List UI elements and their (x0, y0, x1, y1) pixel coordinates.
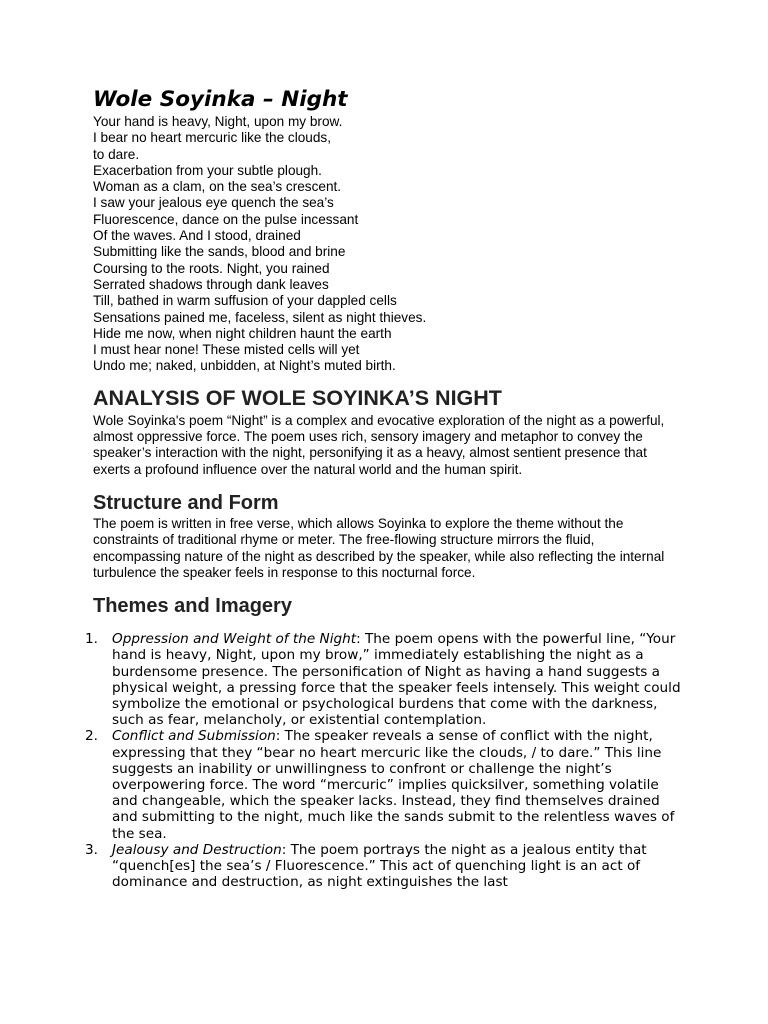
list-item (85, 728, 683, 842)
themes-list (85, 631, 683, 891)
poem-text (93, 114, 683, 375)
poem-line: Undo me; naked, unbidden, at Night’s muted birth. (93, 358, 396, 374)
poem-line: I bear no heart mercuric like the clouds, (93, 130, 332, 146)
list-item (85, 631, 683, 729)
list-number: 3. (85, 841, 98, 858)
poem-line: Serrated shadows through dank leaves (93, 276, 329, 292)
list-item-title: Oppression and Weight of the Night (112, 631, 357, 648)
poem-title: Wole Soyinka – Night (93, 87, 348, 112)
poem-line: Hide me now, when night children haunt the earth (93, 325, 392, 341)
poem-line: Till, bathed in warm suffusion of your dappled cells (93, 293, 397, 309)
poem-line: I saw your jealous eye quench the sea’s (93, 195, 334, 211)
structure-heading: Structure and Form (93, 491, 279, 514)
list-item (85, 841, 683, 891)
poem-line: Submitting like the sands, blood and brine (93, 244, 346, 260)
poem-line: Coursing to the roots. Night, you rained (93, 260, 330, 276)
poem-line: Your hand is heavy, Night, upon my brow. (93, 114, 343, 129)
list-item-text: : The poem portrays the night as a jealous entity that “quench[es] the sea’s / Fluorescence.” This act of quenching light is an act of dominance and destruction, as night extinguishes the last (112, 841, 647, 891)
poem-line: Of the waves. And I stood, drained (93, 228, 301, 244)
themes-heading: Themes and Imagery (93, 595, 292, 618)
structure-body: The poem is written in free verse, which allows Soyinka to explore the theme without the constraints of traditional rhyme or meter. The free-flowing structure mirrors the fluid, encompassing nature of the night as described by the speaker, while also reflecting the internal turbulence the speaker feels in response to this nocturnal force. (93, 515, 665, 580)
list-item-title: Jealousy and Destruction (112, 841, 282, 858)
list-item-text: : The speaker reveals a sense of conflict with the night, expressing that they “bear no heart mercuric like the clouds, / to dare.” This line suggests an inability or unwillingness to confront or challenge the night’s overpowering force. The word “mercuric” implies quicksilver, something volatile and changeable, which the speaker lacks. Instead, they find themselves drained and submitting to the night, much like the sands submit to the relentless waves of the sea. (112, 728, 675, 842)
poem-line: I must hear none! These misted cells will yet (93, 342, 360, 358)
poem-line: to dare. (93, 146, 140, 162)
poem-line: Exacerbation from your subtle plough. (93, 162, 322, 178)
list-item-text: : The poem opens with the powerful line, “Your hand is heavy, Night, upon my brow,” immediately establishing the night as a burdensome presence. The personification of Night as having a hand suggests a physical weight, a pressing force that the speaker feels intensely. This weight could symbolize the emotional or psychological burdens that come with the darkness, such as fear, melancholy, or existential contemplation. (112, 631, 681, 729)
list-number: 1. (85, 631, 98, 648)
analysis-intro: Wole Soyinka's poem “Night” is a complex and evocative exploration of the night as a powerful, almost oppressive force. The poem uses rich, sensory imagery and metaphor to convey the speaker’s interaction with the night, personifying it as a heavy, almost sentient presence that exerts a profound influence over the natural world and the human spirit. (93, 412, 665, 477)
poem-line: Fluorescence, dance on the pulse incessant (93, 211, 359, 227)
poem-line: Sensations pained me, faceless, silent as night thieves. (93, 309, 427, 325)
list-number: 2. (85, 728, 98, 745)
list-item-title: Conflict and Submission (112, 728, 276, 745)
poem-line: Woman as a clam, on the sea’s crescent. (93, 179, 342, 195)
document-page (85, 86, 683, 891)
analysis-heading: ANALYSIS OF WOLE SOYINKA’S NIGHT (93, 385, 502, 410)
